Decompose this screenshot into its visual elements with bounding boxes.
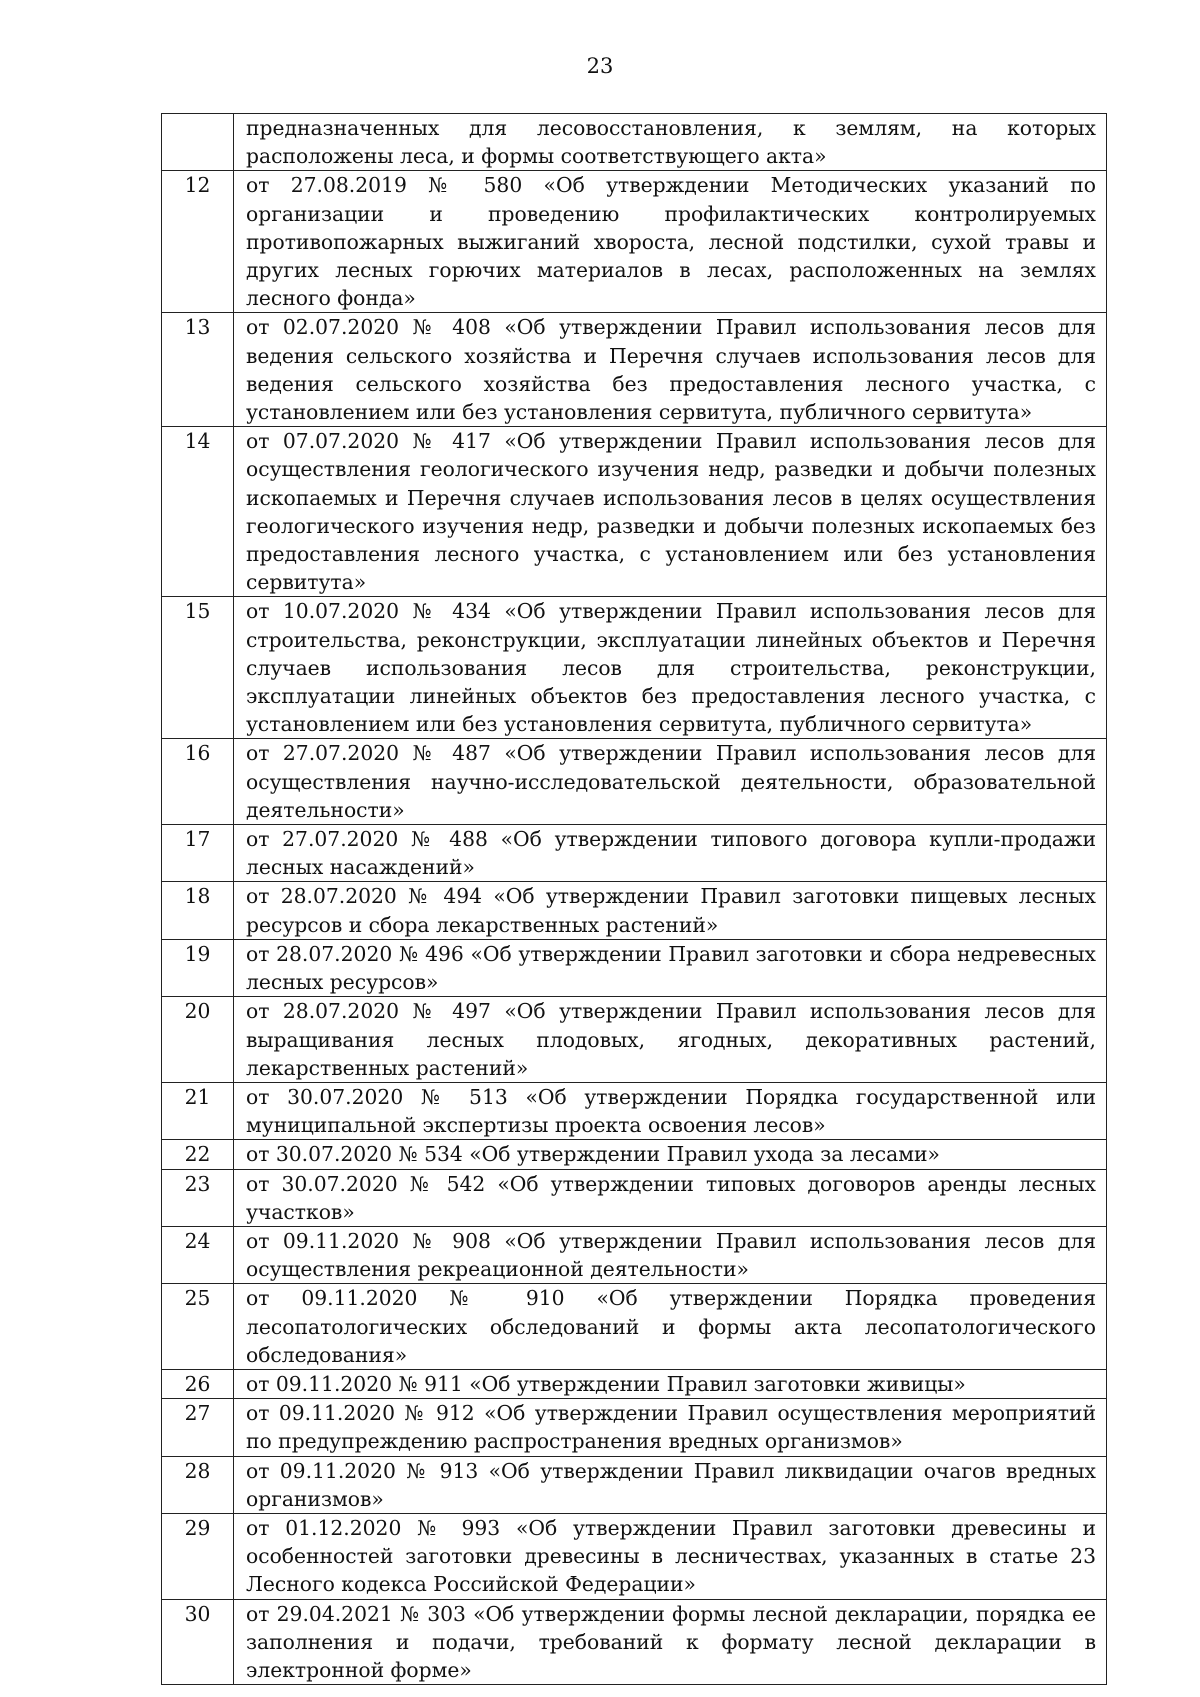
row-number: 21 <box>162 1082 234 1139</box>
page-number: 23 <box>586 54 614 78</box>
row-number: 17 <box>162 825 234 882</box>
regulation-text: от 09.11.2020 № 910 «Об утверждении Порядка проведения лесопатологических обследований и формы акта лесопатологического обследования» <box>234 1284 1107 1370</box>
table-row <box>162 1399 1107 1456</box>
regulation-text: от 09.11.2020 № 911 «Об утверждении Правил заготовки живицы» <box>234 1369 1107 1398</box>
regulation-text: от 02.07.2020 № 408 «Об утверждении Правил использования лесов для ведения сельского хозяйства и Перечня случаев использования лесов для ведения сельского хозяйства без предоставления лесного участка, с установлением или без установления сервитута, публичного сервитута» <box>234 313 1107 427</box>
row-number: 23 <box>162 1169 234 1226</box>
table-row <box>162 1369 1107 1398</box>
regulation-text: от 07.07.2020 № 417 «Об утверждении Правил использования лесов для осуществления геологического изучения недр, разведки и добычи полезных ископаемых и Перечня случаев использования лесов в целях осуществления геологического изучения недр, разведки и добычи полезных ископаемых без предоставления лесного участка, с установлением или без установления сервитута» <box>234 427 1107 597</box>
row-number: 18 <box>162 882 234 939</box>
table-row <box>162 1082 1107 1139</box>
table-row <box>162 427 1107 597</box>
table-row <box>162 1599 1107 1685</box>
row-number: 22 <box>162 1140 234 1169</box>
row-number: 27 <box>162 1399 234 1456</box>
row-number: 29 <box>162 1513 234 1599</box>
table-row <box>162 997 1107 1083</box>
regulation-text: от 09.11.2020 № 908 «Об утверждении Правил использования лесов для осуществления рекреационной деятельности» <box>234 1226 1107 1283</box>
row-number: 24 <box>162 1226 234 1283</box>
table-row <box>162 825 1107 882</box>
table-row <box>162 739 1107 825</box>
regulation-text: от 09.11.2020 № 913 «Об утверждении Правил ликвидации очагов вредных организмов» <box>234 1456 1107 1513</box>
table-row <box>162 882 1107 939</box>
regulation-text: от 27.07.2020 № 487 «Об утверждении Правил использования лесов для осуществления научно-исследовательской деятельности, образовательной деятельности» <box>234 739 1107 825</box>
regulation-text: от 28.07.2020 № 497 «Об утверждении Правил использования лесов для выращивания лесных плодовых, ягодных, декоративных растений, лекарственных растений» <box>234 997 1107 1083</box>
regulations-table <box>161 113 1107 1685</box>
regulation-text: от 10.07.2020 № 434 «Об утверждении Правил использования лесов для строительства, реконструкции, эксплуатации линейных объектов и Перечня случаев использования лесов для строительства, реконструкции, эксплуатации линейных объектов без предоставления лесного участка, с установлением или без установления сервитута, публичного сервитута» <box>234 597 1107 739</box>
table-row <box>162 1140 1107 1169</box>
table-body <box>162 114 1107 1685</box>
table-row <box>162 1513 1107 1599</box>
row-number: 28 <box>162 1456 234 1513</box>
regulation-text: от 09.11.2020 № 912 «Об утверждении Правил осуществления мероприятий по предупреждению распространения вредных организмов» <box>234 1399 1107 1456</box>
regulation-text: от 01.12.2020 № 993 «Об утверждении Правил заготовки древесины и особенностей заготовки древесины в лесничествах, указанных в статье 23 Лесного кодекса Российской Федерации» <box>234 1513 1107 1599</box>
row-number: 13 <box>162 313 234 427</box>
table-row <box>162 1169 1107 1226</box>
table-row <box>162 313 1107 427</box>
table-row <box>162 1284 1107 1370</box>
table-row <box>162 114 1107 171</box>
regulation-text: от 27.07.2020 № 488 «Об утверждении типового договора купли-продажи лесных насаждений» <box>234 825 1107 882</box>
table-row <box>162 171 1107 313</box>
row-number <box>162 114 234 171</box>
regulation-text: от 30.07.2020 № 513 «Об утверждении Порядка государственной или муниципальной экспертизы проекта освоения лесов» <box>234 1082 1107 1139</box>
table-row <box>162 597 1107 739</box>
row-number: 16 <box>162 739 234 825</box>
row-number: 30 <box>162 1599 234 1685</box>
row-number: 19 <box>162 939 234 996</box>
row-number: 12 <box>162 171 234 313</box>
table-row <box>162 1226 1107 1283</box>
regulation-text: от 30.07.2020 № 534 «Об утверждении Правил ухода за лесами» <box>234 1140 1107 1169</box>
regulation-text: от 30.07.2020 № 542 «Об утверждении типовых договоров аренды лесных участков» <box>234 1169 1107 1226</box>
row-number: 25 <box>162 1284 234 1370</box>
regulation-text: от 27.08.2019 № 580 «Об утверждении Методических указаний по организации и проведению профилактических контролируемых противопожарных выжиганий хвороста, лесной подстилки, сухой травы и других лесных горючих материалов в лесах, расположенных на землях лесного фонда» <box>234 171 1107 313</box>
regulation-text: от 28.07.2020 № 494 «Об утверждении Правил заготовки пищевых лесных ресурсов и сбора лекарственных растений» <box>234 882 1107 939</box>
row-number: 14 <box>162 427 234 597</box>
regulation-text: от 29.04.2021 № 303 «Об утверждении формы лесной декларации, порядка ее заполнения и подачи, требований к формату лесной декларации в электронной форме» <box>234 1599 1107 1685</box>
row-number: 15 <box>162 597 234 739</box>
table-row <box>162 939 1107 996</box>
row-number: 20 <box>162 997 234 1083</box>
regulation-text: от 28.07.2020 № 496 «Об утверждении Правил заготовки и сбора недревесных лесных ресурсов» <box>234 939 1107 996</box>
regulation-text: предназначенных для лесовосстановления, к землям, на которых расположены леса, и формы соответствующего акта» <box>234 114 1107 171</box>
table-row <box>162 1456 1107 1513</box>
row-number: 26 <box>162 1369 234 1398</box>
